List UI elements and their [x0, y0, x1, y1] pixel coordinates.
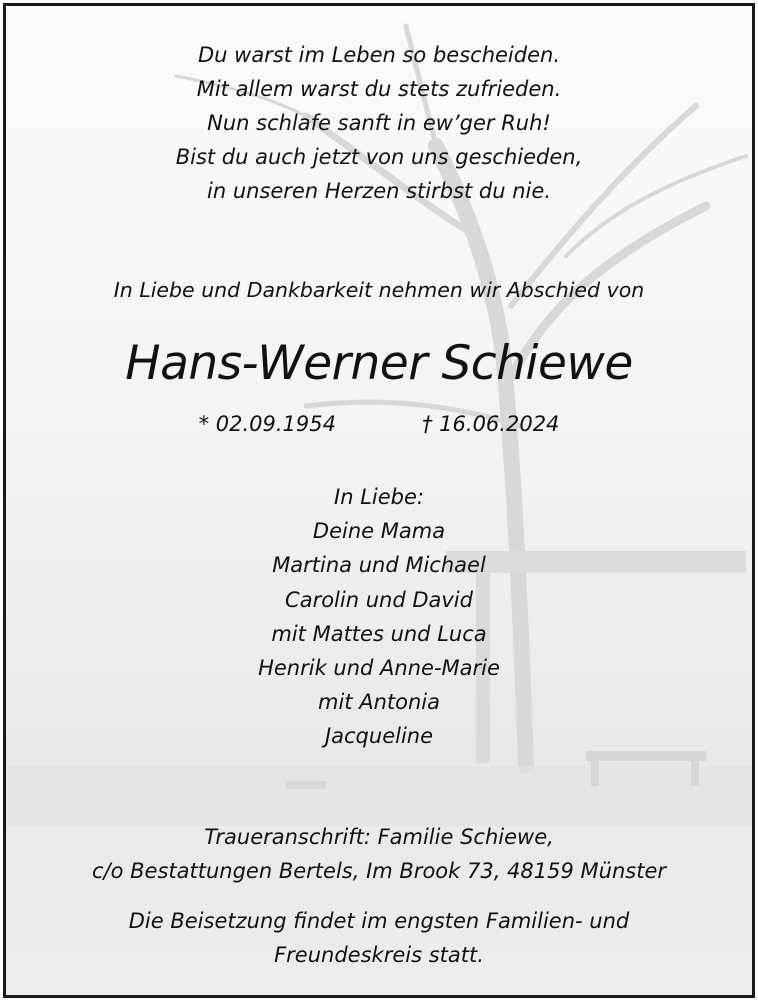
mourner-line: mit Antonia	[318, 690, 440, 715]
address-line: Traueranschrift: Familie Schiewe,	[204, 825, 554, 849]
farewell-intro: In Liebe und Dankbarkeit nehmen wir Abschied von	[113, 278, 645, 302]
mourners-list	[6, 480, 752, 754]
life-dates	[6, 412, 752, 436]
funeral-line: Die Beisetzung findet im engsten Familien- und	[128, 909, 630, 933]
deceased-name: Hans-Werner Schiewe	[125, 336, 633, 391]
poem-line: in unseren Herzen stirbst du nie.	[207, 179, 551, 203]
mourning-address	[6, 820, 752, 888]
poem-line: Nun schlafe sanft in ew’ger Ruh!	[207, 111, 551, 135]
poem-line: Bist du auch jetzt von uns geschieden,	[175, 145, 583, 169]
mourner-line: Martina und Michael	[272, 553, 486, 578]
birth-date: * 02.09.1954	[198, 412, 336, 436]
poem-line: Mit allem warst du stets zufrieden.	[196, 77, 562, 101]
mourner-line: Henrik und Anne-Marie	[258, 656, 500, 681]
obituary-card	[3, 3, 755, 998]
address-line: c/o Bestattungen Bertels, Im Brook 73, 48159 Münster	[92, 859, 666, 883]
funeral-notice	[6, 904, 752, 972]
funeral-line: Freundeskreis statt.	[274, 943, 484, 967]
poem	[6, 38, 752, 208]
mourner-line: Deine Mama	[312, 519, 446, 544]
mourner-line: Carolin und David	[285, 587, 473, 612]
mourners-heading: In Liebe:	[334, 485, 424, 509]
death-date: † 16.06.2024	[422, 412, 560, 436]
mourner-line: Jacqueline	[324, 724, 434, 749]
mourner-line: mit Mattes und Luca	[271, 621, 487, 646]
poem-line: Du warst im Leben so bescheiden.	[197, 43, 560, 67]
